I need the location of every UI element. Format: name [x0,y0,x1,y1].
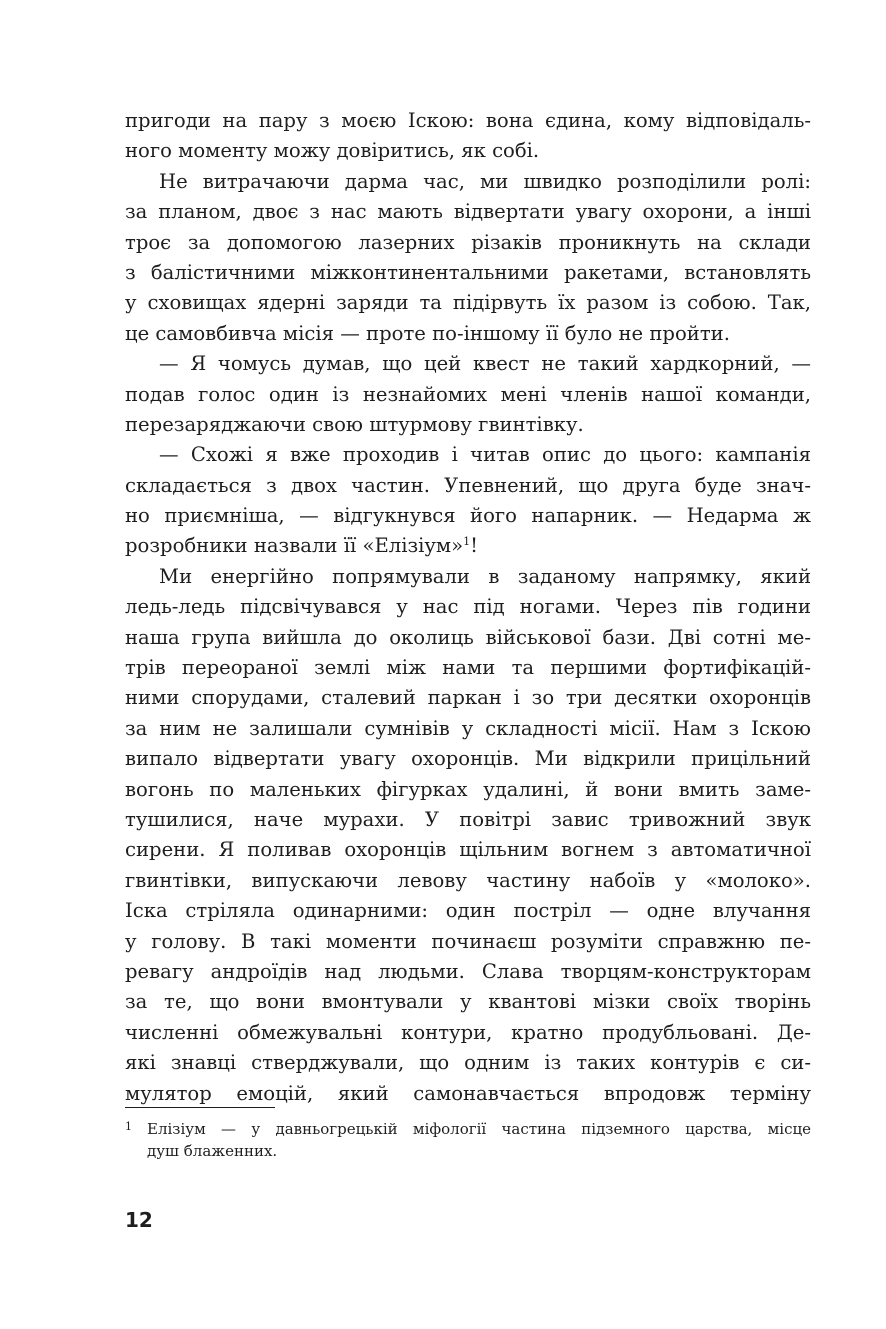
text-line: вогонь по маленьких фігурках удалині, й вони вмить заме- [125,777,811,801]
text-line: тушилися, наче мурахи. У повітрі завис тривожний звук [125,807,811,831]
text-line: ледь-ледь підсвічувався у нас під ногами. Через пів години [125,595,811,619]
text-line: за те, що вони вмонтували у квантові мізки своїх творінь [125,990,811,1014]
text-line: трів переораної землі між нами та першими фортифікацій- [125,656,811,680]
text-line: за ним не залишали сумнівів у складності місії. Нам з Іскою [125,716,811,740]
text-line: випало відвертати увагу охоронців. Ми відкрили прицільний [125,747,811,771]
text-line: подав голос один із незнайомих мені членів нашої команди, [125,382,811,406]
text-line: гвинтівки, випускаючи левову частину набоїв у «молоко». [125,868,811,892]
text-line: наша група вийшла до околиць військової бази. Дві сотні ме- [125,625,811,649]
text-line: складається з двох частин. Упевнений, що друга буде знач- [125,473,811,497]
body-text [125,106,811,1109]
text-line: розробники назвали її «Елізіум»$^1$! [125,534,479,558]
text-line: Ми енергійно попрямували в заданому напрямку, який [159,564,811,588]
text-line: у сховищах ядерні заряди та підірвуть їх разом із собою. Так, [125,291,811,315]
text-line: Не витрачаючи дарма час, ми швидко розподілили ролі: [159,169,811,193]
text-line: — Я чомусь думав, що цей квест не такий хардкорний, — [159,352,811,376]
footnote-line: Елізіум — у давньогрецькій міфології частина підземного царства, місце [147,1120,811,1138]
text-line: ревагу андроїдів над людьми. Слава творцям-конструкторам [125,959,811,983]
footnote-marker: 1 [125,1120,132,1133]
footnote [125,1118,811,1162]
footnote-divider [125,1107,275,1108]
text-line: перезаряджаючи свою штурмову гвинтівку. [125,412,584,436]
footnote-reference[interactable]: 1 [463,535,471,549]
text-line: сирени. Я поливав охоронців щільним вогнем з автоматичної [125,838,811,862]
text-line: ного моменту можу довіритись, як собі. [125,139,540,163]
text-line: — Схожі я вже проходив і читав опис до цього: кампанія [159,443,811,467]
text-line: за планом, двоє з нас мають відвертати увагу охорони, а інші [125,200,811,224]
text-line: з балістичними міжконтинентальними ракетами, встановлять [125,260,811,284]
text-line: які знавці стверджували, що одним із таких контурів є си- [125,1051,811,1075]
footnote-line: душ блаженних. [147,1142,278,1160]
text-line: мулятор емоцій, який самонавчається впродовж терміну [125,1081,811,1105]
text-line: пригоди на пару з моєю Іскою: вона єдина, кому відповідаль- [125,109,811,132]
text-line: но приємніша, — відгукнувся його напарник. — Недарма ж [125,504,811,528]
text-line: ними спорудами, сталевий паркан і зо три десятки охоронців [125,686,811,710]
text-line: численні обмежувальні контури, кратно продубльовані. Де- [125,1020,811,1044]
text-line: Іска стріляла одинарними: один постріл — одне влучання [125,899,811,923]
text-line: це самовбивча місія — проте по-іншому її було не пройти. [125,321,730,345]
page-number: 12 [125,1208,153,1232]
text-line: у голову. В такі моменти починаєш розуміти справжню пе- [125,929,811,953]
text-line: троє за допомогою лазерних різаків проникнуть на склади [125,230,811,254]
